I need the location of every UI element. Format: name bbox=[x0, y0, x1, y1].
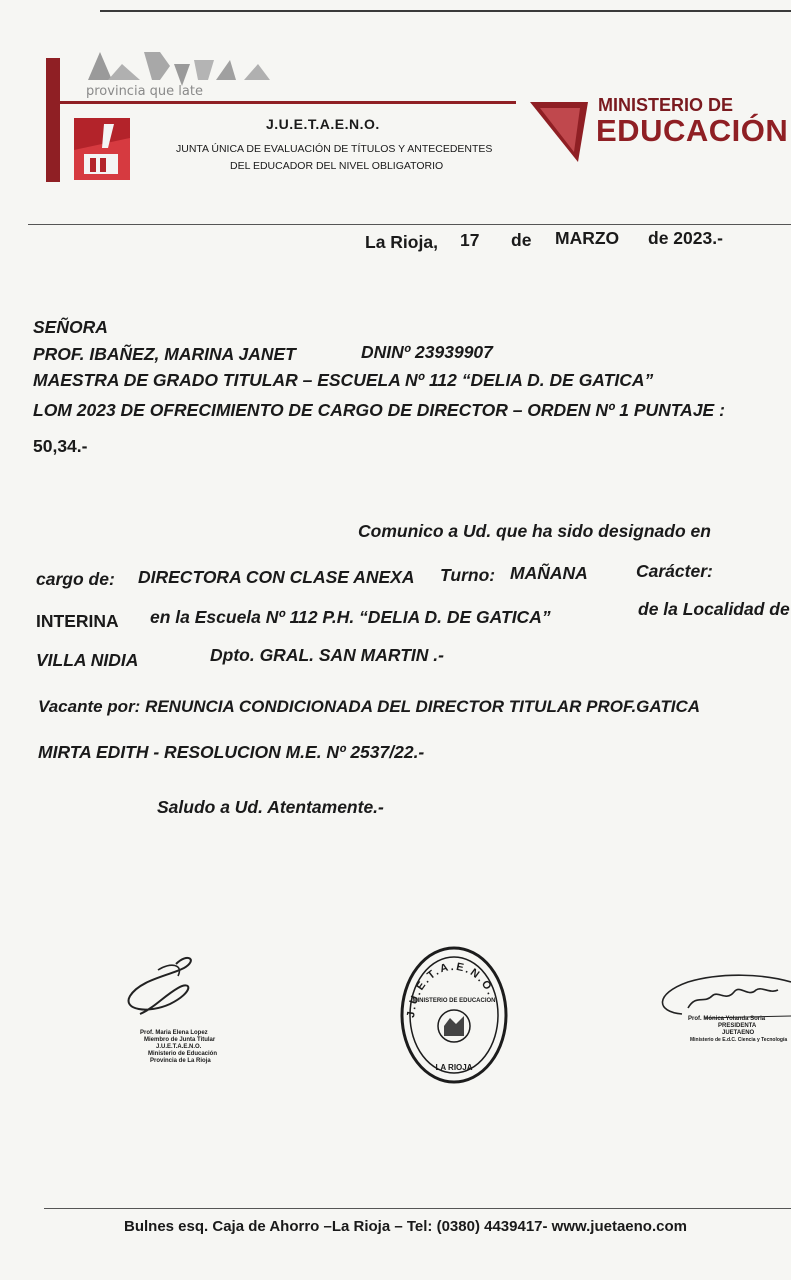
right-signature-ministry: Ministerio de E.d.C. Ciencia y Tecnología bbox=[690, 1037, 788, 1043]
header-separator bbox=[28, 224, 791, 225]
left-signature-province: Provincia de La Rioja bbox=[150, 1058, 211, 1064]
date-de: de bbox=[511, 230, 532, 250]
left-signature-role: Miembro de Junta Titular bbox=[144, 1037, 216, 1043]
turno-value: MAÑANA bbox=[510, 563, 588, 583]
cargo-label: cargo de: bbox=[36, 569, 115, 589]
salutation: SEÑORA bbox=[33, 317, 108, 337]
ministry-emblem bbox=[530, 100, 588, 164]
interina-value: INTERINA bbox=[36, 611, 119, 631]
ministry-title-line2: EDUCACIÓN bbox=[596, 113, 789, 148]
letterhead-red-bar bbox=[46, 58, 60, 182]
recipient-position: MAESTRA DE GRADO TITULAR – ESCUELA Nº 112 “DELIA D. DE GATICA” bbox=[33, 370, 654, 390]
right-signature-org: JUETAENO bbox=[722, 1030, 755, 1036]
turno-label: Turno: bbox=[440, 565, 496, 585]
recipient-score: 50,34.- bbox=[33, 436, 88, 456]
top-rule bbox=[100, 10, 791, 12]
official-seal bbox=[398, 944, 510, 1086]
juetaeno-acronym: J.U.E.T.A.E.N.O. bbox=[266, 116, 380, 132]
cargo-value: DIRECTORA CON CLASE ANEXA bbox=[138, 567, 415, 587]
footer-address: Bulnes esq. Caja de Ahorro –La Rioja – Tel: (0380) 4439417- www.juetaeno.com bbox=[124, 1218, 687, 1235]
left-signature-org: J.U.E.T.A.E.N.O. bbox=[156, 1044, 202, 1050]
vacante-line2: MIRTA EDITH - RESOLUCION M.E. Nº 2537/22.- bbox=[38, 742, 425, 762]
left-signature-scribble bbox=[118, 950, 208, 1025]
juetaeno-subtitle-line1: JUNTA ÚNICA DE EVALUACIÓN DE TÍTULOS Y ANTECEDENTES bbox=[176, 143, 493, 155]
juetaeno-subtitle-line2: DEL EDUCADOR DEL NIVEL OBLIGATORIO bbox=[230, 160, 444, 172]
juetaeno-icon bbox=[74, 118, 130, 180]
svg-text:J.U.E.T.A.E.N.O.: J.U.E.T.A.E.N.O. bbox=[405, 960, 498, 1019]
letterhead-red-rule bbox=[60, 101, 516, 104]
localidad-value: VILLA NIDIA bbox=[36, 650, 139, 670]
departamento: Dpto. GRAL. SAN MARTIN .- bbox=[210, 645, 444, 665]
left-signature-name: Prof. Maria Elena Lopez bbox=[140, 1030, 208, 1036]
recipient-name: PROF. IBAÑEZ, MARINA JANET bbox=[33, 344, 296, 364]
date-year: de 2023.- bbox=[648, 228, 723, 248]
date-place: La Rioja, bbox=[365, 232, 438, 252]
recipient-dni: DNINº 23939907 bbox=[361, 342, 493, 362]
localidad-text: de la Localidad de bbox=[638, 599, 790, 619]
closing: Saludo a Ud. Atentamente.- bbox=[157, 797, 384, 817]
caracter-label: Carácter: bbox=[636, 561, 713, 581]
vacante-line1: Vacante por: RENUNCIA CONDICIONADA DEL DIRECTOR TITULAR PROF.GATICA bbox=[38, 697, 701, 716]
brand-tagline: provincia que late bbox=[86, 84, 203, 99]
ministry-title-line1: MINISTERIO DE bbox=[598, 95, 734, 115]
escuela-text: en la Escuela Nº 112 P.H. “DELIA D. DE GATICA” bbox=[150, 607, 551, 627]
left-signature-ministry: Ministerio de Educación bbox=[148, 1051, 218, 1057]
la-rioja-logo bbox=[86, 46, 276, 88]
svg-text:MINISTERIO DE EDUCACION: MINISTERIO DE EDUCACION bbox=[412, 998, 496, 1004]
date-month: MARZO bbox=[555, 228, 620, 248]
svg-text:LA RIOJA: LA RIOJA bbox=[435, 1063, 473, 1072]
footer-separator bbox=[44, 1208, 791, 1209]
body-intro: Comunico a Ud. que ha sido designado en bbox=[358, 521, 711, 541]
right-signature-name: Prof. Mónica Yolanda Soria bbox=[688, 1016, 766, 1022]
recipient-lom: LOM 2023 DE OFRECIMIENTO DE CARGO DE DIRECTOR – ORDEN Nº 1 PUNTAJE : bbox=[33, 400, 725, 420]
date-day: 17 bbox=[460, 230, 480, 250]
right-signature-role: PRESIDENTA bbox=[718, 1023, 757, 1029]
